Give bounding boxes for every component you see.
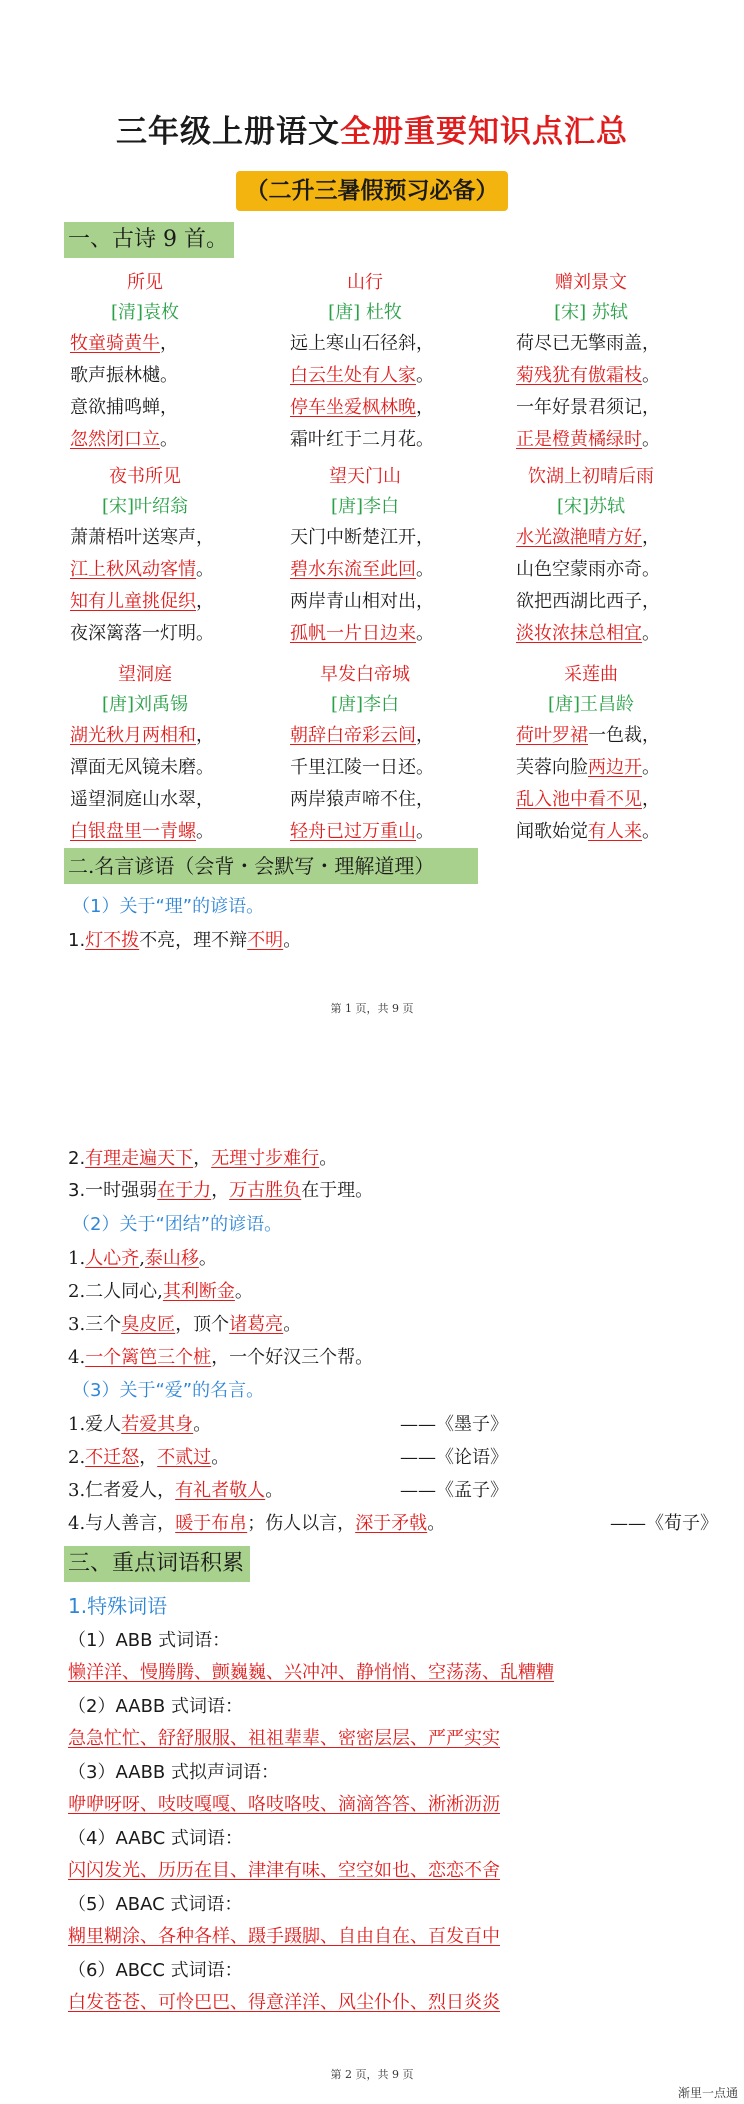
- poem-title: 赠刘景文: [555, 272, 627, 293]
- poem-line-punct: 。: [642, 365, 660, 386]
- poem-line-key-text: 正是橙黄橘绿时: [516, 429, 642, 450]
- poem-line: [486, 328, 696, 360]
- poem-block: [260, 268, 470, 456]
- poem-title: 采莲曲: [564, 664, 618, 685]
- poem-line-key-text: 牧童骑黄牛: [70, 333, 160, 354]
- poem-line-key-text: 湖光秋月两相和: [70, 725, 196, 746]
- poem-line: [260, 554, 470, 586]
- poem-line-punct: ，: [416, 527, 434, 548]
- poem-line-punct: ，: [196, 527, 214, 548]
- poem-line-key-text: 朝辞白帝彩云间: [290, 725, 416, 746]
- word-group-label: （1）ABB 式词语：: [68, 1630, 231, 1651]
- poem-line-key-text: 菊残犹有傲霜枝: [516, 365, 642, 386]
- proverb-prefix: 2.: [68, 1447, 86, 1468]
- love-quote-line: [68, 1476, 283, 1502]
- poem-line: [260, 618, 470, 650]
- poem-line-punct: 。: [196, 757, 214, 778]
- word-group-label: （4）AABC 式词语：: [68, 1828, 243, 1849]
- poem-line-key-text: 轻舟已过万重山: [290, 821, 416, 842]
- word-group-words: 糊里糊涂、各种各样、蹑手蹑脚、自由自在、百发百中: [68, 1926, 500, 1947]
- poem-line: [40, 816, 250, 848]
- poem-line-key-text: 水光潋滟晴方好: [516, 527, 642, 548]
- poem-title: 望天门山: [329, 466, 401, 487]
- subsection-unity-proverbs: （2）关于“团结”的谚语。: [72, 1214, 283, 1235]
- poem-line: [260, 328, 470, 360]
- poem-line-punct: 。: [160, 429, 178, 450]
- poem-line-text: 远上寒山石径斜: [290, 333, 416, 354]
- poem-line: [260, 720, 470, 752]
- poem-title: 望洞庭: [118, 664, 172, 685]
- poem-line: [486, 784, 696, 816]
- poem-line-text: 潭面无风镜未磨: [70, 757, 196, 778]
- poem-line-key-text: 淡妆浓抹总相宜: [516, 623, 642, 644]
- poem-line: [40, 392, 250, 424]
- poem-line-text: 一色裁: [588, 725, 642, 746]
- poem-line: [486, 424, 696, 456]
- poem-line: [40, 328, 250, 360]
- proverb-key-phrase: 若爱其身: [121, 1414, 194, 1435]
- poem-line: [40, 424, 250, 456]
- proverb-key-phrase: 一个篱笆三个桩: [85, 1347, 212, 1368]
- proverb-text: ,: [139, 1248, 145, 1269]
- poem-line: [260, 360, 470, 392]
- subsection-love-quotes: （3）关于“爱”的名言。: [72, 1380, 265, 1401]
- poem-line-text: 歌声振林樾: [70, 365, 160, 386]
- proverb-prefix: 3.仁者爱人，: [68, 1480, 176, 1501]
- proverb-prefix: 3.一时强弱: [68, 1180, 158, 1201]
- poem-line: [260, 392, 470, 424]
- poem-line-text: 意欲捕鸣蝉: [70, 397, 160, 418]
- proverb-prefix: 2.: [68, 1148, 86, 1169]
- poem-line: [40, 360, 250, 392]
- poem-line: [486, 522, 696, 554]
- poem-block: [40, 268, 250, 456]
- poem-block: [40, 462, 250, 650]
- poem-author: [清]袁枚: [110, 302, 180, 323]
- poem-line: [40, 752, 250, 784]
- proverb-text: ；伤人以言，: [247, 1513, 356, 1534]
- poem-line-text: 山色空蒙雨亦奇: [516, 559, 642, 580]
- proverb-key-phrase: 灯不拨: [85, 930, 140, 951]
- poem-line-punct: ，: [416, 591, 434, 612]
- subsection-reason-proverbs: （1）关于“理”的谚语。: [72, 896, 265, 917]
- poem-line-key-text: 碧水东流至此回: [290, 559, 416, 580]
- poem-line-punct: 。: [196, 559, 214, 580]
- proverb-key-phrase: 深于矛戟: [355, 1513, 428, 1534]
- poem-line: [486, 720, 696, 752]
- poem-line: [260, 816, 470, 848]
- word-group-label: （3）AABB 式拟声词语：: [68, 1762, 279, 1783]
- title-red: 全册重要知识点汇总: [340, 114, 628, 150]
- section-vocabulary-heading: 三、重点词语积累: [64, 1546, 250, 1582]
- word-group-words: 懒洋洋、慢腾腾、颤巍巍、兴冲冲、静悄悄、空荡荡、乱糟糟: [68, 1662, 554, 1683]
- poem-line-punct: 。: [416, 559, 434, 580]
- poem-line: [486, 816, 696, 848]
- poem-line-text: 两岸猿声啼不住: [290, 789, 416, 810]
- poem-line-punct: ，: [160, 397, 178, 418]
- poem-author: [宋] 苏轼: [554, 302, 628, 323]
- poem-line-key-text: 停车坐爱枫林晚: [290, 397, 416, 418]
- poem-line: [486, 586, 696, 618]
- poem-line-punct: ，: [416, 333, 434, 354]
- poem-line: [40, 784, 250, 816]
- poem-author: [唐]刘禹锡: [101, 694, 189, 715]
- unity-proverb-line: [68, 1310, 301, 1336]
- poem-line-punct: ，: [642, 527, 660, 548]
- proverb-end: 。: [283, 930, 302, 951]
- love-quote-line: [68, 1509, 445, 1535]
- proverb-end: 。: [198, 1248, 217, 1269]
- poem-block: [260, 462, 470, 650]
- poem-line-punct: ，: [196, 725, 214, 746]
- poem-line-key-text: 忽然闭口立: [70, 429, 160, 450]
- proverb-end: 。: [283, 1314, 302, 1335]
- page-title: [0, 106, 744, 151]
- proverb-prefix: 4.与人善言，: [68, 1513, 176, 1534]
- poem-line-punct: 。: [160, 365, 178, 386]
- poem-block: [260, 660, 470, 848]
- proverb-key-phrase: 不迁怒: [85, 1447, 140, 1468]
- proverb-prefix: 1.: [68, 930, 86, 951]
- proverb-prefix: 1.: [68, 1248, 86, 1269]
- special-words-heading: 1.特殊词语: [68, 1594, 168, 1618]
- poem-title: 早发白帝城: [320, 664, 410, 685]
- poem-line: [486, 360, 696, 392]
- proverb-key-phrase: 暖于布帛: [175, 1513, 248, 1534]
- poem-author: [唐] 杜牧: [328, 302, 402, 323]
- proverb-line-3: [68, 1176, 373, 1202]
- poem-line: [40, 720, 250, 752]
- poem-line: [486, 554, 696, 586]
- word-group-words: 闪闪发光、历历在目、津津有味、空空如也、恋恋不舍: [68, 1860, 500, 1881]
- poem-line-punct: 。: [416, 429, 434, 450]
- poem-author: [宋]苏轼: [556, 496, 626, 517]
- poem-line-punct: ，: [196, 789, 214, 810]
- proverb-key-phrase: 有理走遍天下: [85, 1148, 194, 1169]
- poem-line-punct: ，: [642, 397, 660, 418]
- unity-proverb-line: [68, 1277, 253, 1303]
- poem-line-key-text: 荷叶罗裙: [516, 725, 588, 746]
- proverb-prefix: 3.三个: [68, 1314, 122, 1335]
- proverb-text: 不亮，理不辩: [139, 930, 248, 951]
- page-2-footer: 第 2 页，共 9 页: [330, 2068, 414, 2081]
- proverb-prefix: 1.爱人: [68, 1414, 122, 1435]
- poem-line-text: 霜叶红于二月花: [290, 429, 416, 450]
- love-quote-line: [68, 1410, 211, 1436]
- word-group-words: 咿咿呀呀、吱吱嘎嘎、咯吱咯吱、滴滴答答、淅淅沥沥: [68, 1794, 500, 1815]
- title-black: 三年级上册语文: [116, 114, 340, 150]
- poem-line: [40, 554, 250, 586]
- proverb-text: ，: [139, 1447, 158, 1468]
- section-ancient-poems-heading: 一、古诗 9 首。: [64, 222, 234, 258]
- quote-source: ——《墨子》: [400, 1414, 508, 1435]
- proverb-end: 。: [211, 1447, 230, 1468]
- poem-line: [260, 586, 470, 618]
- poem-line-text: 荷尽已无擎雨盖: [516, 333, 642, 354]
- poem-line: [260, 752, 470, 784]
- poem-line: [260, 424, 470, 456]
- poem-line-punct: 。: [416, 623, 434, 644]
- poem-line: [486, 752, 696, 784]
- poem-line-punct: 。: [416, 757, 434, 778]
- proverb-key-phrase: 在于力: [157, 1180, 212, 1201]
- poem-block: [486, 660, 696, 848]
- proverb-text: ，一个好汉三个帮。: [211, 1347, 374, 1368]
- poem-line-key-text: 乱入池中看不见: [516, 789, 642, 810]
- proverb-key-phrase: 泰山移: [144, 1248, 199, 1269]
- poem-line-punct: ，: [642, 333, 660, 354]
- proverb-key-phrase: 其利断金: [162, 1281, 235, 1302]
- proverb-key-phrase: 臭皮匠: [121, 1314, 176, 1335]
- word-group-label: （5）ABAC 式词语：: [68, 1894, 243, 1915]
- proverb-end: 。: [427, 1513, 446, 1534]
- poem-line-punct: 。: [642, 559, 660, 580]
- proverb-key-phrase: 不贰过: [157, 1447, 212, 1468]
- proverb-text: ，顶个: [175, 1314, 230, 1335]
- poem-line-punct: 。: [642, 623, 660, 644]
- poem-line-punct: 。: [642, 757, 660, 778]
- proverb-text: ，: [193, 1148, 212, 1169]
- proverb-text: ，: [211, 1180, 230, 1201]
- poem-line-punct: ，: [416, 789, 434, 810]
- poem-line-punct: ，: [196, 591, 214, 612]
- poem-line-punct: ，: [642, 591, 660, 612]
- poem-line: [40, 522, 250, 554]
- poem-line-punct: 。: [642, 821, 660, 842]
- proverb-text: 。: [193, 1414, 212, 1435]
- proverb-key-phrase: 有礼者敬人: [175, 1480, 266, 1501]
- poem-line-punct: 。: [642, 429, 660, 450]
- proverb-key-phrase: 不明: [247, 930, 284, 951]
- poem-line-punct: ，: [642, 725, 660, 746]
- proverb-prefix: 2.二人同心,: [68, 1281, 163, 1302]
- poem-line-key-text: 有人来: [588, 821, 642, 842]
- poem-line-text: 两岸青山相对出: [290, 591, 416, 612]
- poem-line-text: 夜深篱落一灯明: [70, 623, 196, 644]
- poem-block: [40, 660, 250, 848]
- poem-line-punct: 。: [416, 821, 434, 842]
- poem-title: 山行: [347, 272, 383, 293]
- proverb-prefix: 4.: [68, 1347, 86, 1368]
- poem-line-punct: ，: [160, 333, 178, 354]
- poem-line-punct: 。: [196, 821, 214, 842]
- poem-line-key-text: 白银盘里一青螺: [70, 821, 196, 842]
- poem-line-text: 一年好景君须记: [516, 397, 642, 418]
- proverb-text: 。: [265, 1480, 284, 1501]
- poem-title: 所见: [127, 272, 163, 293]
- poem-line-text: 天门中断楚江开: [290, 527, 416, 548]
- poem-line-punct: ，: [416, 397, 434, 418]
- proverb-end: 在于理。: [301, 1180, 374, 1201]
- poem-line-text: 遥望洞庭山水翠: [70, 789, 196, 810]
- unity-proverb-line: [68, 1343, 373, 1369]
- poem-line: [40, 586, 250, 618]
- poem-line-text: 芙蓉向脸: [516, 757, 588, 778]
- proverb-key-phrase: 人心齐: [85, 1248, 140, 1269]
- poem-line: [486, 618, 696, 650]
- subtitle-banner: （二升三暑假预习必备）: [236, 171, 508, 211]
- poem-line: [40, 618, 250, 650]
- poem-line-punct: 。: [416, 365, 434, 386]
- word-group-label: （6）ABCC 式词语：: [68, 1960, 243, 1981]
- poem-author: [唐]王昌龄: [547, 694, 635, 715]
- poem-line: [260, 522, 470, 554]
- proverb-key-phrase: 万古胜负: [229, 1180, 302, 1201]
- poem-title: 夜书所见: [109, 466, 181, 487]
- poem-block: [486, 268, 696, 456]
- poem-line-key-text: 孤帆一片日边来: [290, 623, 416, 644]
- word-group-words: 白发苍苍、可怜巴巴、得意洋洋、风尘仆仆、烈日炎炎: [68, 1992, 500, 2013]
- proverb-line-2: [68, 1144, 337, 1170]
- section-proverbs-heading: 二.名言谚语（会背・会默写・理解道理）: [64, 848, 478, 884]
- poem-line-punct: ，: [416, 725, 434, 746]
- poem-line-punct: ，: [642, 789, 660, 810]
- poem-line-key-text: 江上秋风动客情: [70, 559, 196, 580]
- proverb-key-phrase: 诸葛亮: [229, 1314, 284, 1335]
- poem-line-text: 欲把西湖比西子: [516, 591, 642, 612]
- poem-line-text: 萧萧梧叶送寒声: [70, 527, 196, 548]
- watermark: 渐里一点通: [677, 2086, 738, 2100]
- quote-source: ——《孟子》: [400, 1480, 508, 1501]
- poem-line-key-text: 知有儿童挑促织: [70, 591, 196, 612]
- poem-title: 饮湖上初晴后雨: [528, 466, 654, 487]
- word-group-label: （2）AABB 式词语：: [68, 1696, 243, 1717]
- poem-line: [260, 784, 470, 816]
- poem-author: [唐]李白: [330, 496, 400, 517]
- proverb-key-phrase: 无理寸步难行: [211, 1148, 320, 1169]
- poem-block: [486, 462, 696, 650]
- proverb-end: 。: [234, 1281, 253, 1302]
- word-group-words: 急急忙忙、舒舒服服、祖祖辈辈、密密层层、严严实实: [68, 1728, 500, 1749]
- poem-line-punct: 。: [196, 623, 214, 644]
- quote-source: ——《论语》: [400, 1447, 508, 1468]
- page-1-footer: 第 1 页，共 9 页: [330, 1002, 414, 1015]
- poem-line-text: 闻歌始觉: [516, 821, 588, 842]
- poem-author: [唐]李白: [330, 694, 400, 715]
- proverb-line-1: [68, 926, 301, 952]
- quote-source: ——《荀子》: [610, 1513, 718, 1534]
- poem-line-key-text: 两边开: [588, 757, 642, 778]
- proverb-end: 。: [319, 1148, 338, 1169]
- poem-author: [宋]叶绍翁: [101, 496, 189, 517]
- poem-line: [486, 392, 696, 424]
- love-quote-line: [68, 1443, 229, 1469]
- poem-line-text: 千里江陵一日还: [290, 757, 416, 778]
- unity-proverb-line: [68, 1244, 217, 1270]
- poem-line-key-text: 白云生处有人家: [290, 365, 416, 386]
